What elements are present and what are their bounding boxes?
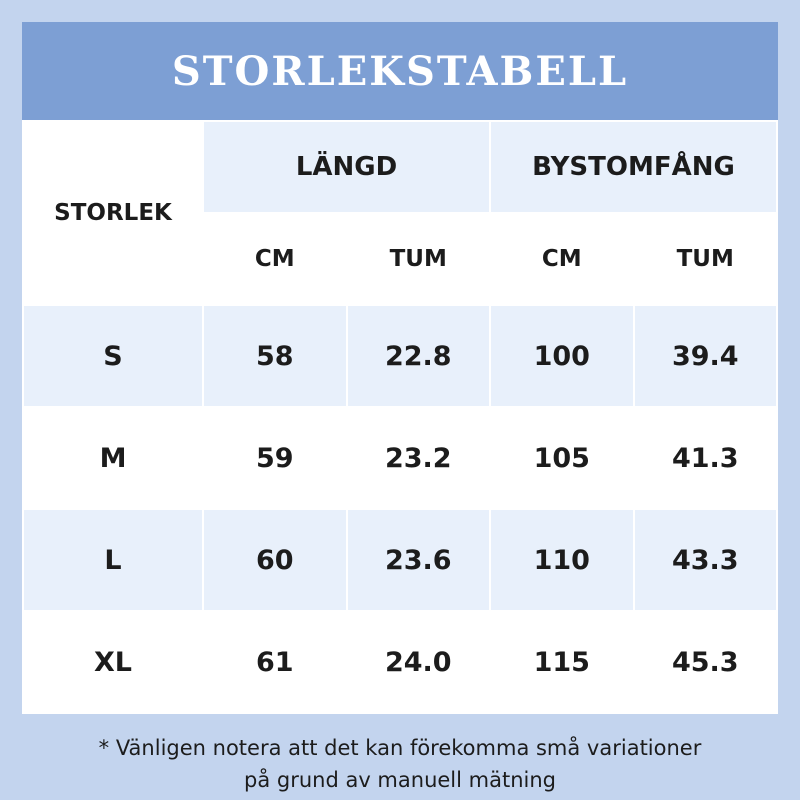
column-header-size: STORLEK [23, 121, 203, 305]
cell-length-in: 23.6 [347, 509, 491, 611]
column-header-length-in: TUM [347, 213, 491, 305]
table-row [23, 509, 777, 611]
page-title: STORLEKSTABELL [171, 47, 629, 95]
cell-length-in: 22.8 [347, 305, 491, 407]
cell-length-cm: 61 [203, 611, 347, 713]
cell-bust-in: 43.3 [634, 509, 778, 611]
column-group-length: LÄNGD [203, 121, 490, 213]
cell-length-cm: 60 [203, 509, 347, 611]
measurement-note-line-1: * Vänligen notera att det kan förekomma små variationer [98, 736, 702, 760]
cell-size: XL [23, 611, 203, 713]
cell-bust-cm: 100 [490, 305, 634, 407]
column-group-bust: BYSTOMFÅNG [490, 121, 777, 213]
cell-bust-cm: 105 [490, 407, 634, 509]
size-table [22, 120, 778, 714]
table-row [23, 305, 777, 407]
column-header-length-cm: CM [203, 213, 347, 305]
measurement-note [22, 714, 778, 796]
cell-bust-in: 39.4 [634, 305, 778, 407]
table-row [23, 611, 777, 713]
cell-length-cm: 58 [203, 305, 347, 407]
cell-length-in: 23.2 [347, 407, 491, 509]
cell-bust-in: 41.3 [634, 407, 778, 509]
cell-length-cm: 59 [203, 407, 347, 509]
cell-bust-in: 45.3 [634, 611, 778, 713]
table-body [23, 305, 777, 713]
measurement-note-line-2: på grund av manuell mätning [244, 768, 556, 792]
size-chart-card [22, 22, 778, 796]
table-head [23, 121, 777, 305]
cell-size: M [23, 407, 203, 509]
table-header-row-groups [23, 121, 777, 213]
table-row [23, 407, 777, 509]
cell-length-in: 24.0 [347, 611, 491, 713]
column-header-bust-cm: CM [490, 213, 634, 305]
title-bar [22, 22, 778, 120]
cell-size: L [23, 509, 203, 611]
column-header-bust-in: TUM [634, 213, 778, 305]
cell-bust-cm: 110 [490, 509, 634, 611]
cell-bust-cm: 115 [490, 611, 634, 713]
cell-size: S [23, 305, 203, 407]
